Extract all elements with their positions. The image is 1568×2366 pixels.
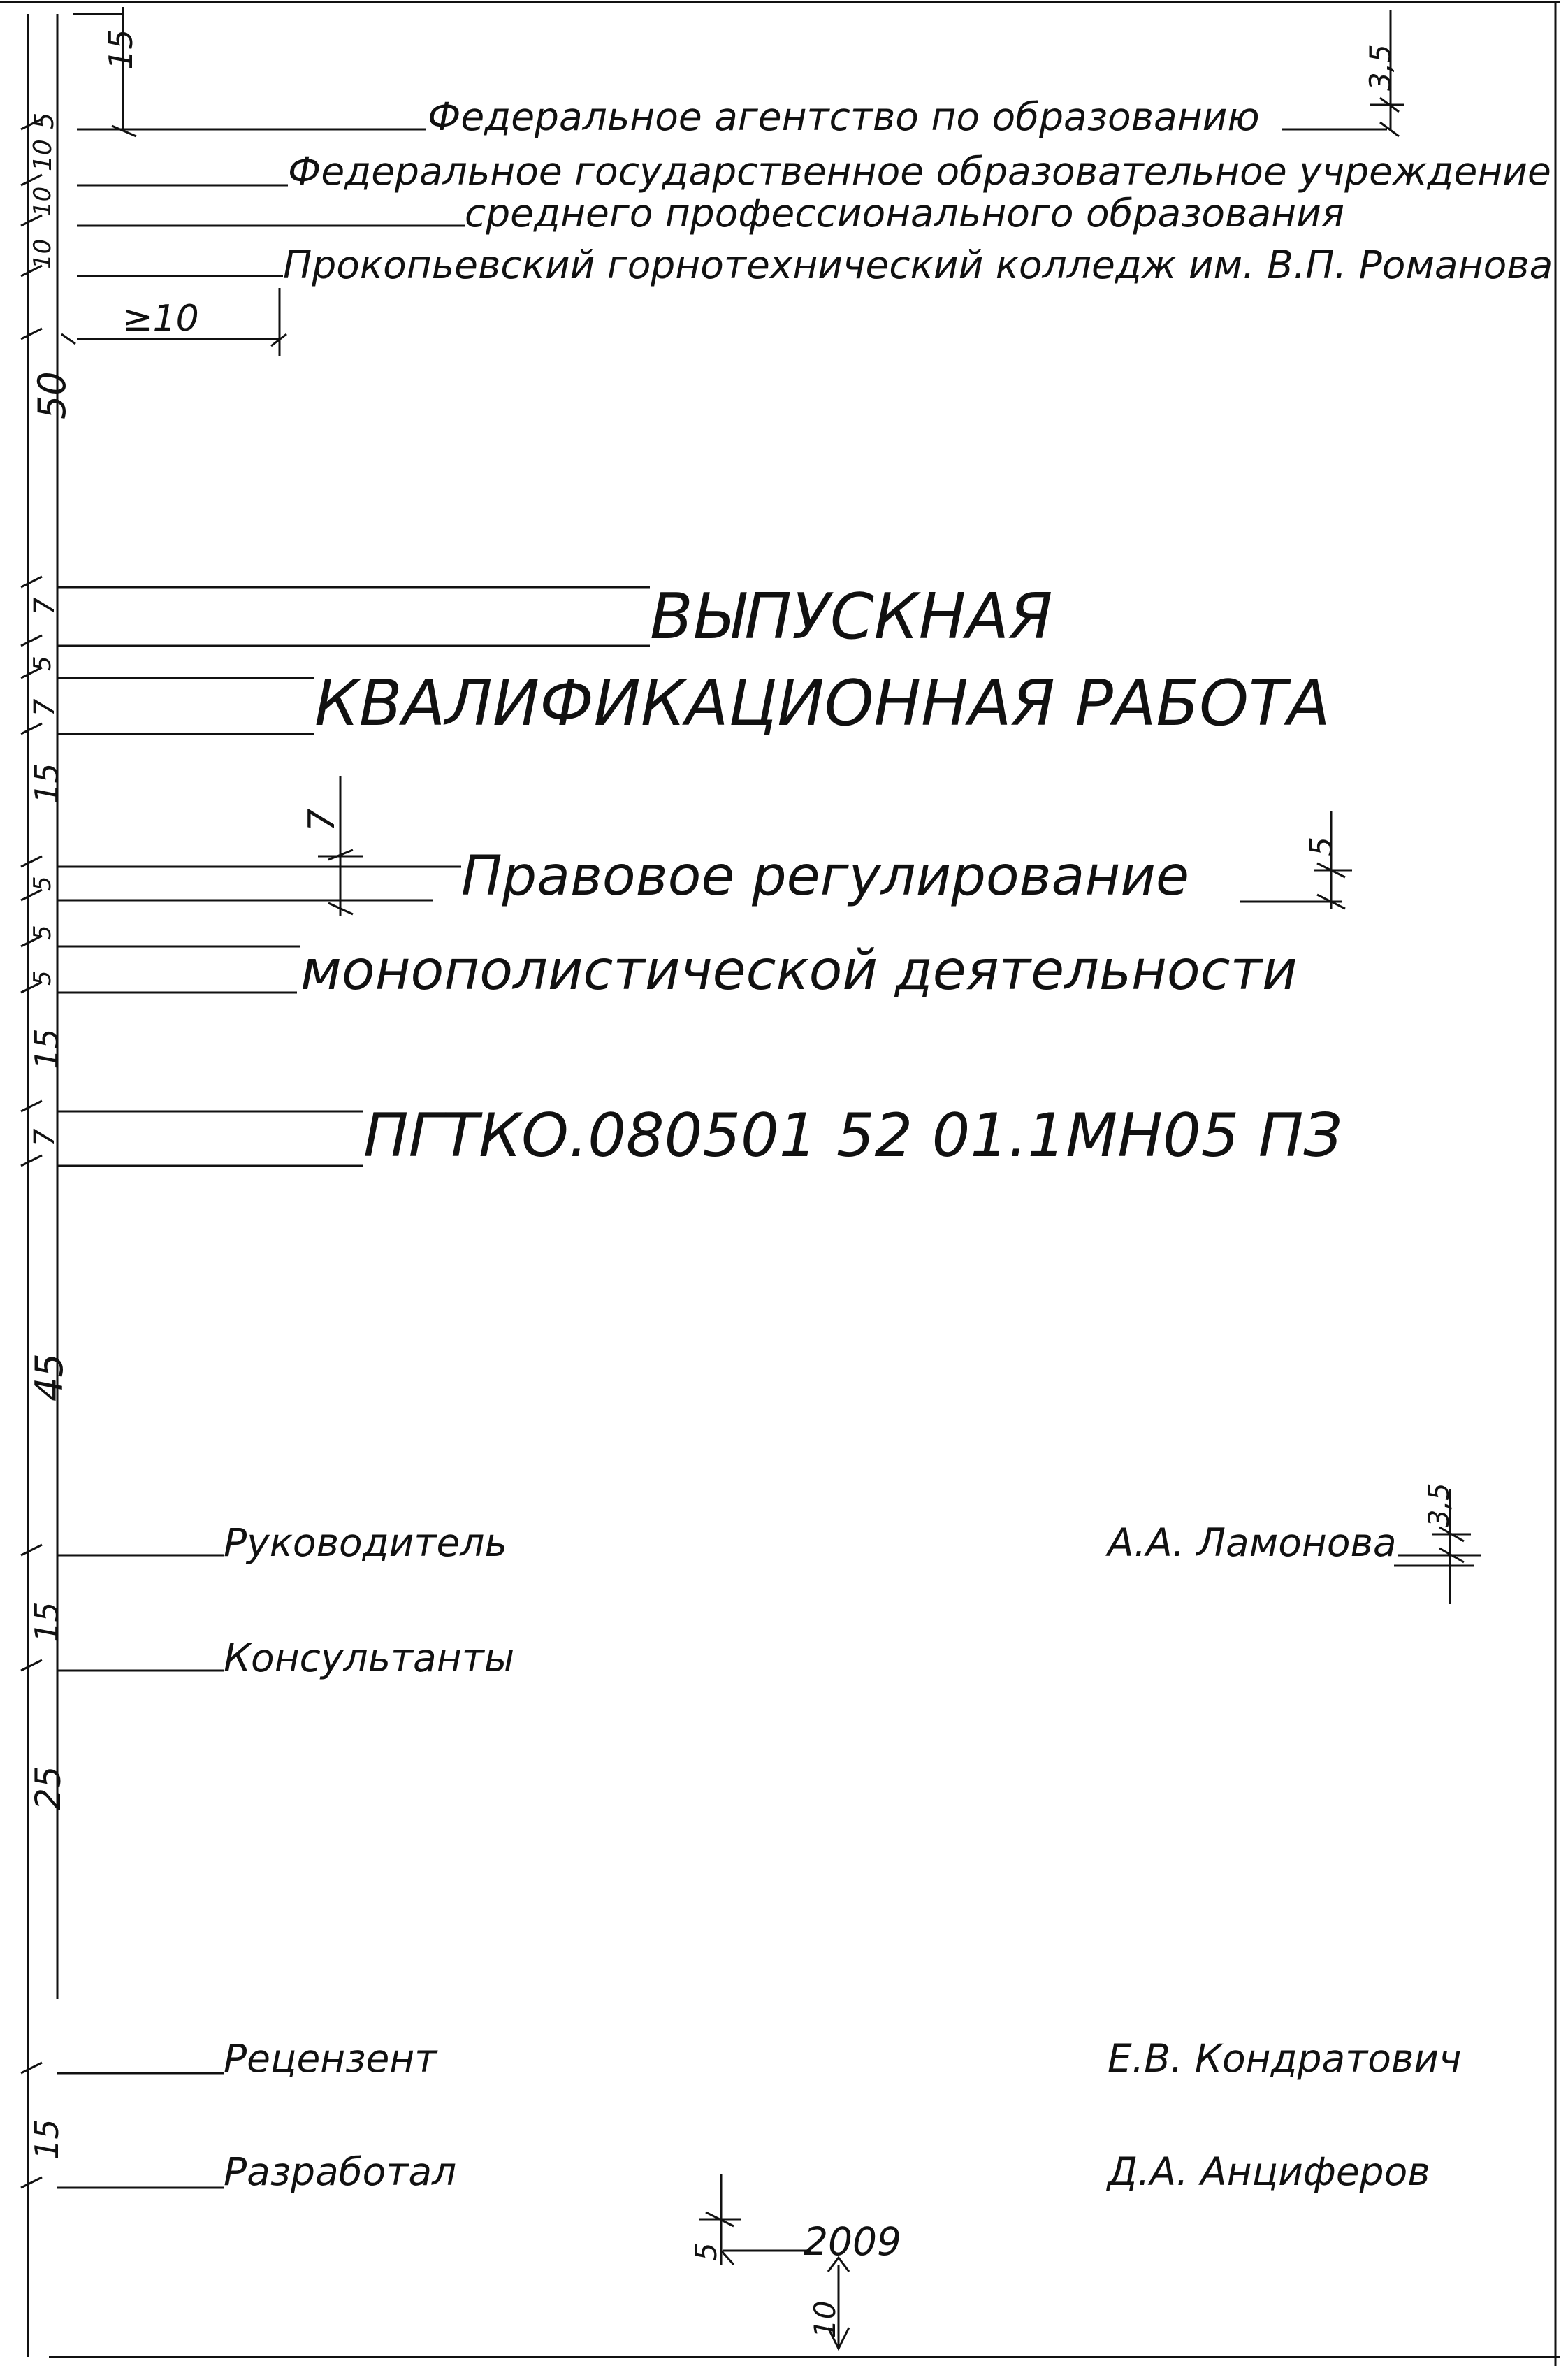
- dim-15-top: 15: [102, 29, 140, 70]
- reviewer-name: Е.В. Кондратович: [1108, 2036, 1462, 2081]
- dim-5-year: 5: [689, 2242, 723, 2261]
- dim-5-a: 5: [29, 112, 59, 129]
- dim-5-b: 5: [29, 656, 57, 671]
- reviewer-label: Рецензент: [224, 2036, 437, 2081]
- dim-min-10: ≥10: [122, 298, 199, 340]
- supervisor-label: Руководитель: [224, 1520, 507, 1565]
- header-institution-type: Федеральное государственное образовательное учреждение: [288, 149, 1551, 194]
- dim-25: 25: [28, 1766, 68, 1810]
- dim-10-c: 10: [29, 238, 57, 269]
- dim-50: 50: [30, 371, 74, 419]
- consultants-label: Консультанты: [224, 1636, 515, 1680]
- dim-5-c: 5: [1304, 837, 1340, 856]
- dim-7-d: 7: [29, 1128, 61, 1146]
- topic-line-2: монополистической деятельности: [300, 939, 1298, 1002]
- topic-line-1: Правовое регулирование: [461, 845, 1189, 908]
- header-college-name: Прокопьевский горнотехнический колледж им. В.П. Романова: [283, 243, 1553, 287]
- dim-15-b: 15: [28, 1028, 66, 1069]
- supervisor-name: А.А. Ламонова: [1108, 1520, 1397, 1565]
- dim-3-5-top: 3,5: [1363, 44, 1398, 91]
- year: 2009: [804, 2219, 901, 2264]
- dim-7-a: 7: [29, 597, 61, 615]
- dim-7-b: 7: [29, 698, 61, 716]
- title-line-1: ВЫПУСКНАЯ: [650, 580, 1053, 654]
- dim-45: 45: [27, 1353, 71, 1401]
- dim-15-d: 15: [28, 2119, 66, 2160]
- author-label: Разработал: [224, 2149, 457, 2194]
- dim-15-c: 15: [28, 1601, 66, 1643]
- dim-5-d: 5: [29, 876, 57, 891]
- dim-5-e: 5: [29, 925, 57, 940]
- dim-5-f: 5: [29, 970, 57, 986]
- header-agency: Федеральное агентство по образованию: [428, 94, 1260, 139]
- dim-10-year: 10: [808, 2300, 842, 2338]
- dim-10-b: 10: [29, 186, 57, 217]
- header-education-level: среднего профессионального образования: [465, 191, 1344, 236]
- document-code: ПГТКО.080501 52 01.1МН05 ПЗ: [363, 1101, 1342, 1171]
- title-line-2: КВАЛИФИКАЦИОННАЯ РАБОТА: [314, 667, 1330, 740]
- dim-7-c: 7: [301, 808, 343, 832]
- dim-3-5-b: 3,5: [1423, 1483, 1456, 1527]
- author-name: Д.А. Анциферов: [1108, 2149, 1430, 2194]
- dim-10-a: 10: [29, 139, 57, 171]
- dim-15-a: 15: [28, 763, 66, 804]
